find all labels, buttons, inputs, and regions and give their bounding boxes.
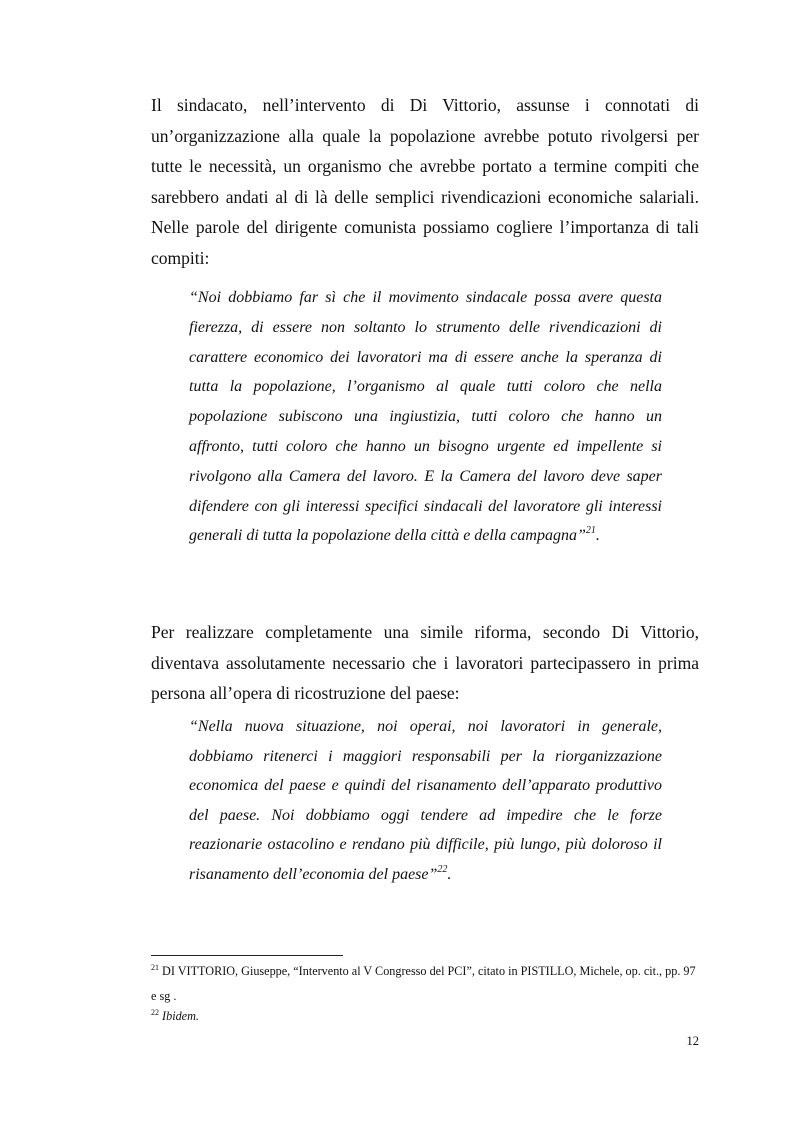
- footnote-22: [151, 1004, 699, 1029]
- footnote-ref-21[interactable]: 21: [585, 525, 596, 537]
- body-paragraph-1: Il sindacato, nell’intervento di Di Vittorio, assunse i connotati di un’organizzazione alla quale la popolazione avrebbe potuto rivolgersi per tutte le necessità, un organismo che avrebbe portato a termine compiti che sarebbero andati al di là delle semplici rivendicazioni economiche salariali. Nelle parole del dirigente comunista possiamo cogliere l’importanza di tali compiti:: [151, 95, 699, 268]
- page-number: 12: [686, 1034, 699, 1048]
- block-quote-1: [189, 283, 662, 551]
- footnote-21: [151, 959, 699, 1009]
- footnote-text: Ibidem.: [162, 1009, 199, 1023]
- body-paragraph-2: Per realizzare completamente una simile riforma, secondo Di Vittorio, diventava assolutamente necessario che i lavoratori partecipassero in prima persona all’opera di ricostruzione del paese:: [151, 622, 699, 703]
- quote-1-end: .: [595, 527, 600, 545]
- block-quote-2: [189, 712, 662, 889]
- footnote-number: 22: [151, 1008, 159, 1017]
- footnote-text: DI VITTORIO, Giuseppe, “Intervento al V Congresso del PCI”, citato in PISTILLO, Michele, op. cit., pp. 97 e sg .: [151, 964, 696, 1003]
- quote-2-end: .: [447, 865, 452, 883]
- quote-1-text: “Noi dobbiamo far sì che il movimento sindacale possa avere questa fierezza, di essere non soltanto lo strumento delle rivendicazioni di carattere economico dei lavoratori ma di essere anche la speranza di tutta la popolazione, l’organismo al quale tutti coloro che nella popolazione subiscono una ingiustizia, tutti coloro che hanno un affronto, tutti coloro che hanno un bisogno urgente ed impellente si rivolgono alla Camera del lavoro. E la Camera del lavoro deve saper difendere con gli interessi specifici sindacali del lavoratore gli interessi generali di tutta la popolazione della città e della campagna”: [189, 289, 662, 545]
- quote-2-text: “Nella nuova situazione, noi operai, noi lavoratori in generale, dobbiamo ritenerci i maggiori responsabili per la riorganizzazione economica del paese e quindi del risanamento dell’apparato produttivo del paese. Noi dobbiamo oggi tendere ad impedire che le forze reazionarie ostacolino e rendano più difficile, più lungo, più doloroso il risanamento dell’economia del paese”: [189, 718, 662, 883]
- footnote-ref-22[interactable]: 22: [437, 863, 448, 875]
- footnote-number: 21: [151, 963, 159, 972]
- footnote-separator: [151, 955, 343, 956]
